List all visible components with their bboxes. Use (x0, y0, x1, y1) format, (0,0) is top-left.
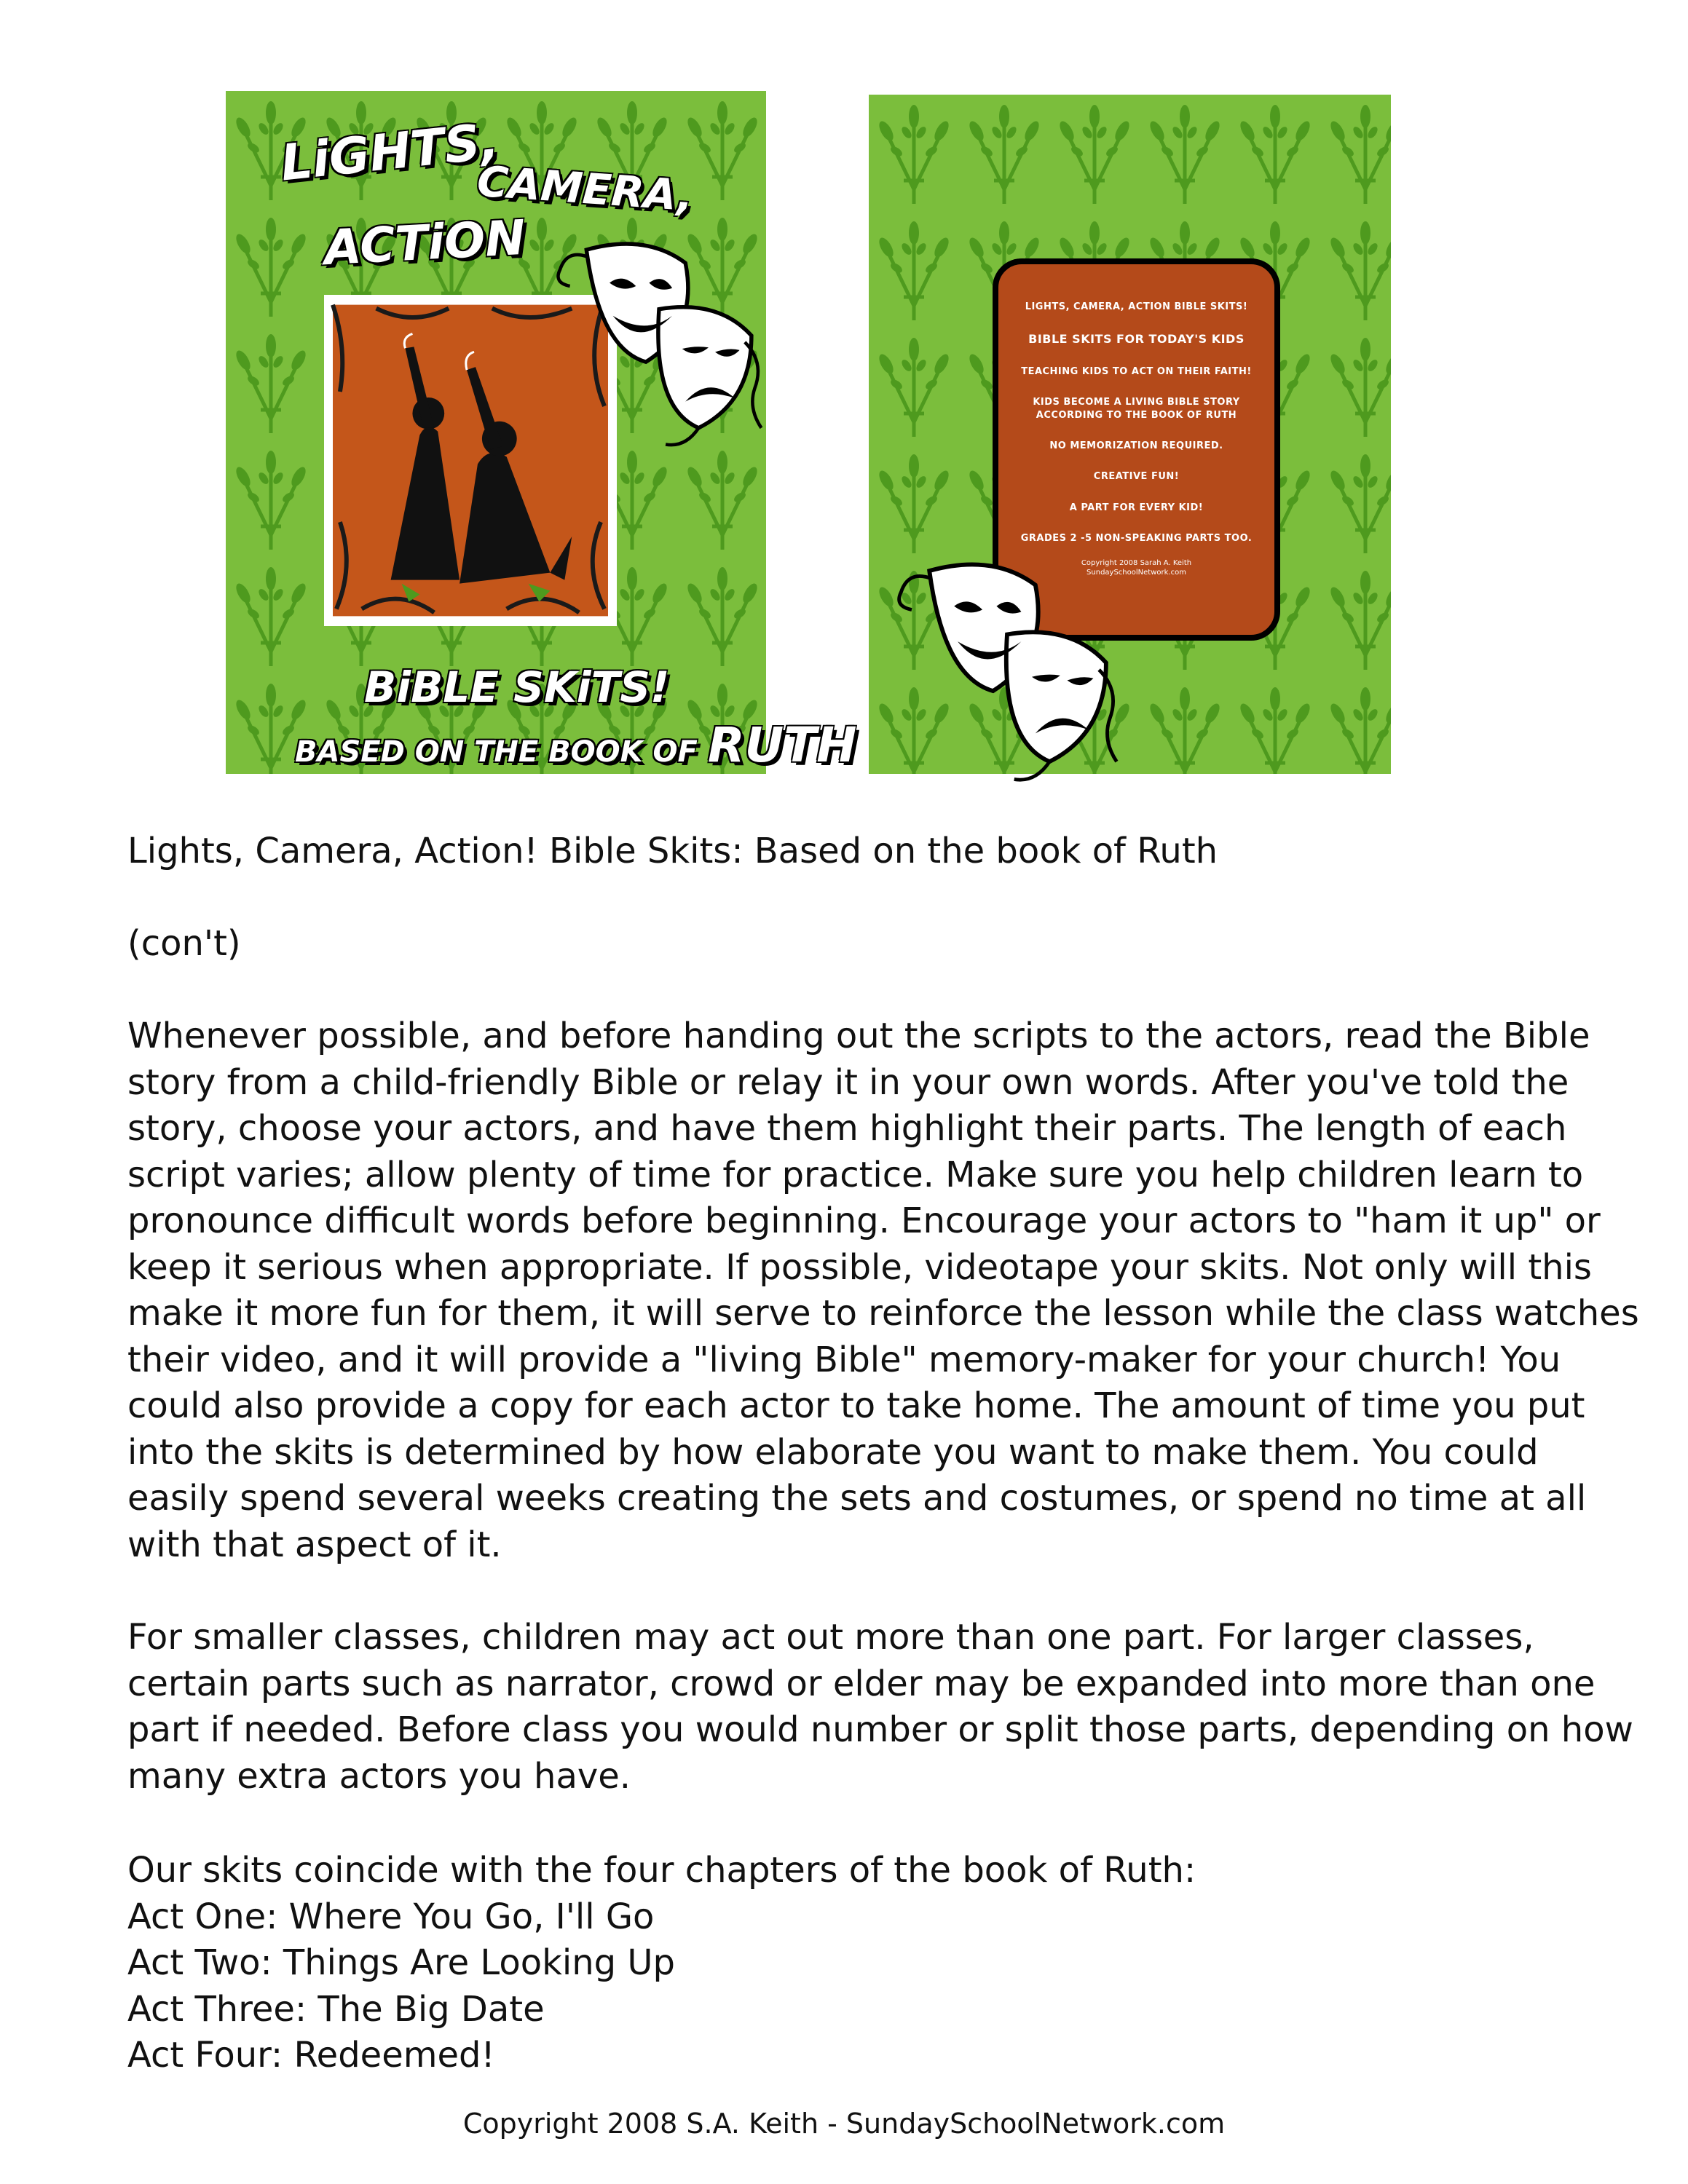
back-cover-image (869, 95, 1391, 774)
acts-list (127, 1848, 1642, 2079)
continued-label: (con't) (127, 923, 241, 964)
front-cover-image (226, 91, 857, 774)
cover-subtitle-bible-skits: BiBLE SKiTS! (364, 662, 670, 712)
back-cover-line: A PART FOR EVERY KID! (1069, 502, 1204, 513)
paragraph-text: Whenever possible, and before handing out the scripts to the actors, read the Bible story from a child-friendly Bible or relay it in your own words. After you've told the story, choose your actors, and have them highlight their parts. The length of each script varies; allow plenty of time for practice. Make sure you help children learn to pronounce difficult words before beginning. Encourage your actors to "ham it up" or keep it serious when appropriate. If possible, videotape your skits. Not only will this make it more fun for them, it will serve to reinforce the lesson while the class watches their video, and it will provide a "living Bible" memory-maker for your church! You could also provide a copy for each actor to take home. The amount of time you put into the skits is determined by how elaborate you want to make them. You could easily spend several weeks creating the sets and costumes, or spend no time at all with that aspect of it. (127, 1016, 1639, 1565)
cover-subtitle-prefix: BASED ON THE BOOK OF (295, 735, 698, 769)
back-cover-line: NO MEMORIZATION REQUIRED. (1049, 440, 1223, 452)
back-cover-copyright-line2: SundaySchoolNetwork.com (1086, 568, 1186, 577)
instructions-paragraph (127, 1013, 1642, 1568)
cover-title-action: ACTiON (323, 209, 527, 277)
cover-subtitle-based-on (295, 717, 856, 773)
act-item: Act One: Where You Go, I'll Go (127, 1896, 655, 1937)
acts-intro-text: Our skits coincide with the four chapters of the book of Ruth: (127, 1850, 1196, 1891)
back-cover-line: BIBLE SKITS FOR TODAY'S KIDS (1028, 332, 1245, 347)
back-cover-line: TEACHING KIDS TO ACT ON THEIR FAITH! (1021, 365, 1252, 377)
back-cover-line: GRADES 2 -5 NON-SPEAKING PARTS TOO. (1020, 532, 1253, 544)
paragraph-text: For smaller classes, children may act out more than one part. For larger classes, certain parts such as narrator, crowd or elder may be expanded into more than one part if needed. Before class you would number or split those parts, depending on how many extra actors you have. (127, 1617, 1633, 1797)
back-cover-line: CREATIVE FUN! (1093, 471, 1180, 483)
act-item: Act Two: Things Are Looking Up (127, 1942, 675, 1983)
page-footer-copyright: Copyright 2008 S.A. Keith - SundaySchoolNetwork.com (462, 2108, 1226, 2140)
class-size-paragraph (127, 1615, 1642, 1800)
back-cover-line: KIDS BECOME A LIVING BIBLE STORY ACCORDING TO THE BOOK OF RUTH (1033, 396, 1240, 421)
cover-title-lights: LiGHTS, (277, 112, 502, 193)
document-heading: Lights, Camera, Action! Bible Skits: Based on the book of Ruth (127, 831, 1218, 871)
back-cover-copyright-line1: Copyright 2008 Sarah A. Keith (1081, 558, 1192, 567)
act-item: Act Three: The Big Date (127, 1988, 545, 2030)
cover-subtitle-ruth: RUTH (707, 717, 857, 773)
cover-title-camera: CAMERA, (475, 156, 695, 221)
drama-masks-icon (883, 550, 1131, 790)
back-cover-line: LIGHTS, CAMERA, ACTION BIBLE SKITS! (1025, 301, 1248, 312)
act-item: Act Four: Redeemed! (127, 2035, 495, 2076)
drama-masks-icon (553, 218, 765, 466)
